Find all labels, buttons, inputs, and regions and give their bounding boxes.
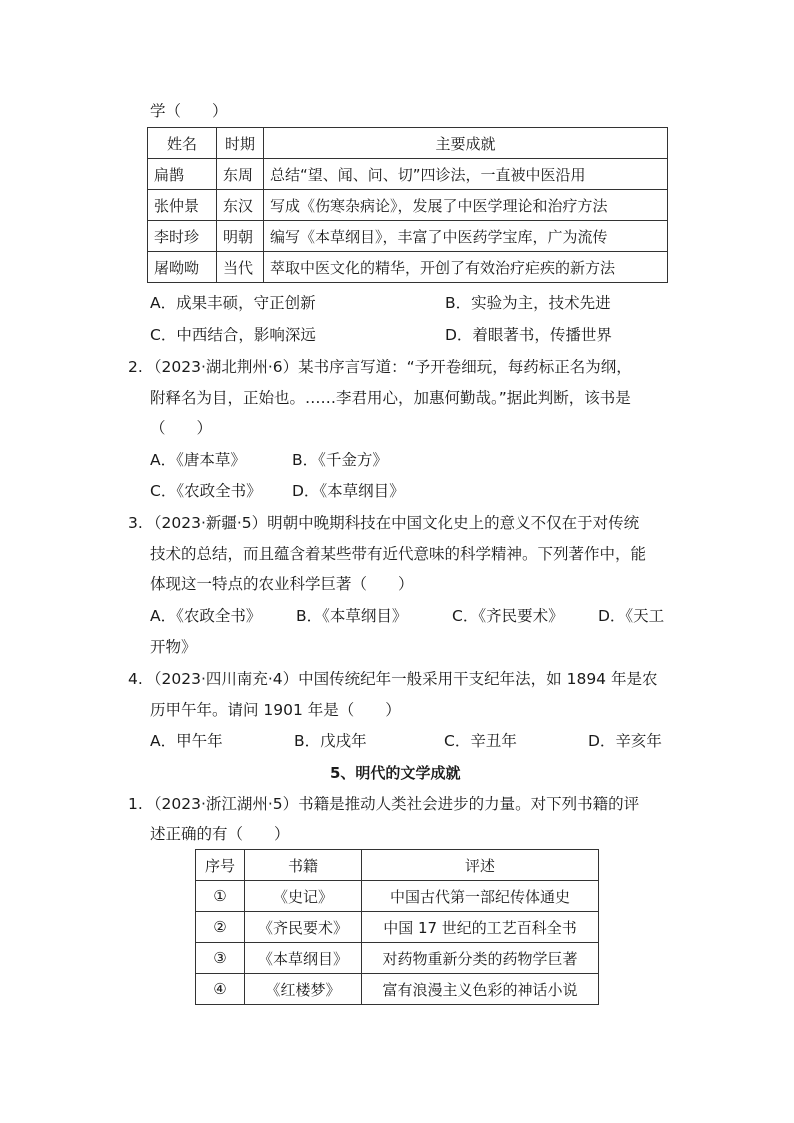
- option-b[interactable]: B．《本草纲目》: [296, 607, 408, 625]
- option-a[interactable]: A．甲午年: [150, 732, 223, 750]
- table-cell: 总结“望、闻、问、切”四诊法，一直被中医沿用: [264, 159, 668, 190]
- section-title: 5、明代的文学成就: [330, 764, 461, 782]
- table-cell: 《红楼梦》: [245, 974, 362, 1005]
- option-b[interactable]: B．戊戌年: [294, 732, 367, 750]
- option-c[interactable]: C．《齐民要术》: [452, 607, 564, 625]
- table-row: [196, 943, 599, 974]
- option-b[interactable]: B．实验为主，技术先进: [445, 294, 611, 312]
- option-b[interactable]: B．《千金方》: [292, 451, 388, 469]
- table-cell: 中国 17 世纪的工艺百科全书: [362, 912, 599, 943]
- question-stem: （2023·新疆·5）明朝中晚期科技在中国文化史上的意义不仅在于对传统: [146, 514, 640, 532]
- table-header: 评述: [362, 850, 599, 881]
- table-row: [148, 190, 668, 221]
- table-header-row: [148, 128, 668, 159]
- table-header: 序号: [196, 850, 245, 881]
- question-stem: （2023·浙江湖州·5）书籍是推动人类社会进步的力量。对下列书籍的评: [146, 795, 640, 813]
- table-cell: 扁鹊: [148, 159, 217, 190]
- question-stem: 历甲午年。请问 1901 年是（ ）: [150, 701, 401, 719]
- achievement-table: [147, 127, 668, 283]
- table-row: [196, 881, 599, 912]
- option-a[interactable]: A．《农政全书》: [150, 607, 262, 625]
- table-cell: 对药物重新分类的药物学巨著: [362, 943, 599, 974]
- option-a[interactable]: A．《唐本草》: [150, 451, 246, 469]
- table-cell: ④: [196, 974, 245, 1005]
- table-cell: ③: [196, 943, 245, 974]
- table-cell: 《本草纲目》: [245, 943, 362, 974]
- question-stem: 附释名为目，正始也。……李君用心，加惠何勤哉。”据此判断，该书是: [150, 389, 631, 407]
- table-cell: 当代: [217, 252, 264, 283]
- question-stem-tail: 学（ ）: [150, 102, 228, 120]
- option-a[interactable]: A．成果丰硕，守正创新: [150, 294, 316, 312]
- table-cell: 写成《伤寒杂病论》，发展了中医学理论和治疗方法: [264, 190, 668, 221]
- table-cell: ①: [196, 881, 245, 912]
- table-cell: 张仲景: [148, 190, 217, 221]
- books-table: [195, 849, 599, 1005]
- question-stem: （2023·四川南充·4）中国传统纪年一般采用干支纪年法，如 1894 年是农: [146, 670, 658, 688]
- table-row: [148, 159, 668, 190]
- table-row: [148, 252, 668, 283]
- table-cell: 富有浪漫主义色彩的神话小说: [362, 974, 599, 1005]
- table-cell: 编写《本草纲目》，丰富了中医药学宝库，广为流传: [264, 221, 668, 252]
- table-cell: 屠呦呦: [148, 252, 217, 283]
- question-stem: 述正确的有（ ）: [150, 825, 290, 843]
- option-d[interactable]: D．辛亥年: [588, 732, 662, 750]
- question-stem: （2023·湖北荆州·6）某书序言写道：“予开卷细玩，每药标正名为纲，: [146, 358, 632, 376]
- option-d[interactable]: D．着眼著书，传播世界: [445, 326, 612, 344]
- table-header: 书籍: [245, 850, 362, 881]
- table-cell: 《史记》: [245, 881, 362, 912]
- option-d-wrap: 开物》: [150, 638, 197, 656]
- table-header: 时期: [217, 128, 264, 159]
- table-row: [196, 912, 599, 943]
- question-stem: （ ）: [150, 419, 213, 437]
- option-c[interactable]: C．中西结合，影响深远: [150, 326, 316, 344]
- option-d[interactable]: D．《天工: [598, 607, 665, 625]
- table-cell: 东周: [217, 159, 264, 190]
- question-number: 1.: [128, 795, 143, 813]
- question-number: 3.: [128, 514, 143, 532]
- table-row: [148, 221, 668, 252]
- table-header-row: [196, 850, 599, 881]
- table-row: [196, 974, 599, 1005]
- table-cell: 李时珍: [148, 221, 217, 252]
- table-cell: 明朝: [217, 221, 264, 252]
- option-c[interactable]: C．《农政全书》: [150, 482, 262, 500]
- table-cell: 中国古代第一部纪传体通史: [362, 881, 599, 912]
- table-cell: 东汉: [217, 190, 264, 221]
- question-number: 2.: [128, 358, 143, 376]
- table-header: 主要成就: [264, 128, 668, 159]
- table-cell: 萃取中医文化的精华，开创了有效治疗疟疾的新方法: [264, 252, 668, 283]
- option-d[interactable]: D．《本草纲目》: [292, 482, 405, 500]
- question-stem: 技术的总结，而且蕴含着某些带有近代意味的科学精神。下列著作中，能: [150, 545, 647, 563]
- question-number: 4.: [128, 670, 143, 688]
- table-cell: 《齐民要术》: [245, 912, 362, 943]
- table-cell: ②: [196, 912, 245, 943]
- table-header: 姓名: [148, 128, 217, 159]
- question-stem: 体现这一特点的农业科学巨著（ ）: [150, 575, 414, 593]
- option-c[interactable]: C．辛丑年: [444, 732, 517, 750]
